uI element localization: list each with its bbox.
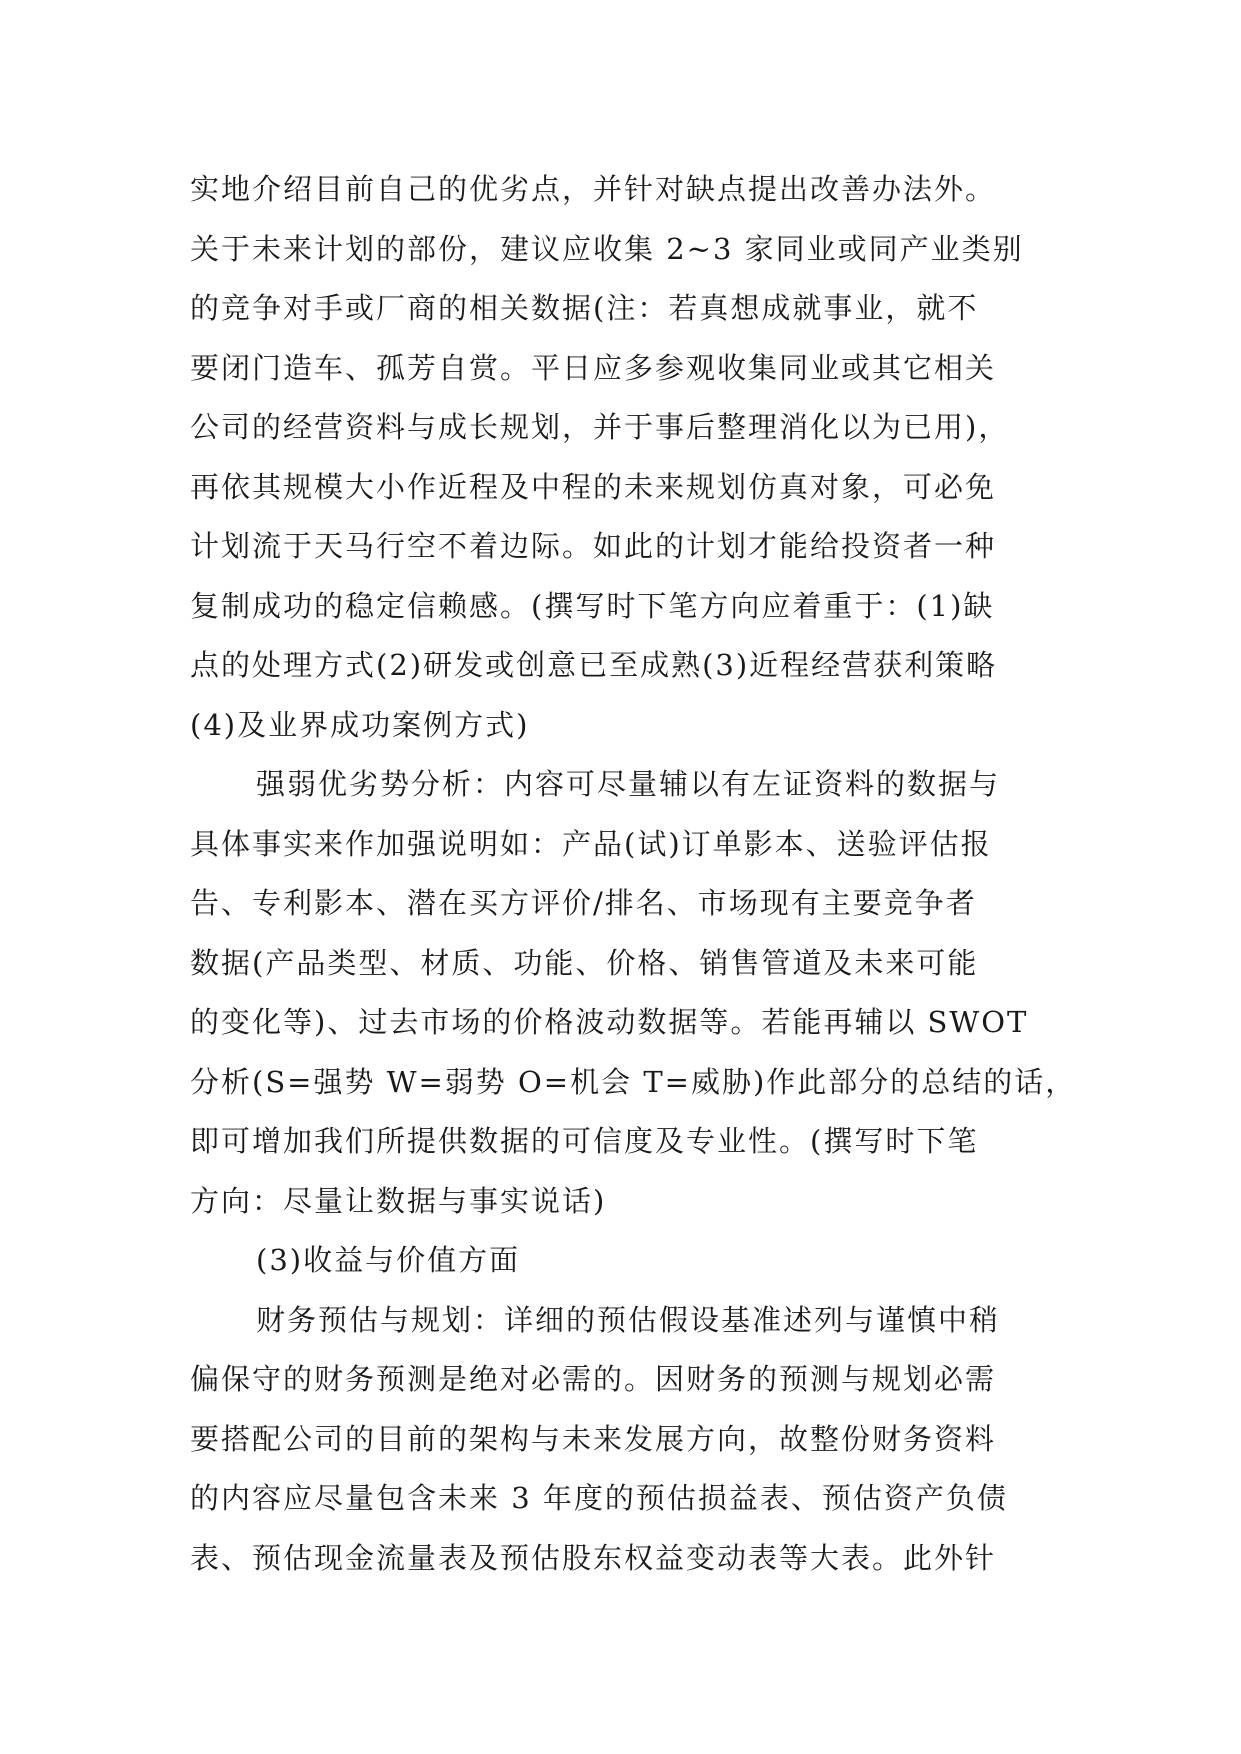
text-line: 关于未来计划的部份，建议应收集 2~3 家同业或同产业类别 bbox=[190, 231, 1024, 266]
text-line: 要搭配公司的目前的架构与未来发展方向，故整份财务资料 bbox=[190, 1421, 997, 1456]
text-line: 方向：尽量让数据与事实说话) bbox=[190, 1183, 607, 1218]
text-line: 复制成功的稳定信赖感。(撰写时下笔方向应着重于：(1)缺 bbox=[190, 588, 995, 623]
text-line: 再依其规模大小作近程及中程的未来规划仿真对象，可必免 bbox=[190, 469, 997, 504]
text-line: 的变化等)、过去市场的价格波动数据等。若能再辅以 SWOT bbox=[190, 1005, 1029, 1039]
text-line: 偏保守的财务预测是绝对必需的。因财务的预测与规划必需 bbox=[190, 1362, 997, 1396]
text-line: (4)及业界成功案例方式) bbox=[190, 707, 530, 742]
text-line: (3)收益与价值方面 bbox=[256, 1243, 521, 1277]
text-line: 计划流于天马行空不着边际。如此的计划才能给投资者一种 bbox=[190, 529, 997, 563]
text-line: 公司的经营资料与成长规划，并于事后整理消化以为已用)， bbox=[190, 410, 1010, 444]
text-line: 数据(产品类型、材质、功能、价格、销售管道及未来可能 bbox=[190, 945, 979, 980]
text-line: 实地介绍目前自己的优劣点，并针对缺点提出改善办法外。 bbox=[190, 172, 997, 206]
text-line: 的竞争对手或厂商的相关数据(注：若真想成就事业，就不 bbox=[190, 291, 979, 325]
text-line: 分析(S=强势 W=弱势 O=机会 T=威胁)作此部分的总结的话， bbox=[190, 1064, 1077, 1099]
text-line: 的内容应尽量包含未来 3 年度的预估损益表、预估资产负债 bbox=[190, 1481, 1008, 1515]
text-line: 具体事实来作加强说明如：产品(试)订单影本、送验评估报 bbox=[190, 826, 992, 861]
text-line: 即可增加我们所提供数据的可信度及专业性。(撰写时下笔 bbox=[190, 1124, 979, 1158]
text-line: 点的处理方式(2)研发或创意已至成熟(3)近程经营获利策略 bbox=[190, 648, 998, 682]
text-line: 要闭门造车、孤芳自赏。平日应多参观收集同业或其它相关 bbox=[190, 350, 997, 385]
text-line: 强弱优劣势分析：内容可尽量辅以有左证资料的数据与 bbox=[256, 767, 1001, 801]
text-line: 财务预估与规划：详细的预估假设基准述列与谨慎中稍 bbox=[256, 1302, 1001, 1337]
text-line: 表、预估现金流量表及预估股东权益变动表等大表。此外针 bbox=[190, 1540, 997, 1575]
document-body bbox=[190, 160, 1077, 1588]
text-line: 告、专利影本、潜在买方评价/排名、市场现有主要竞争者 bbox=[190, 886, 977, 920]
